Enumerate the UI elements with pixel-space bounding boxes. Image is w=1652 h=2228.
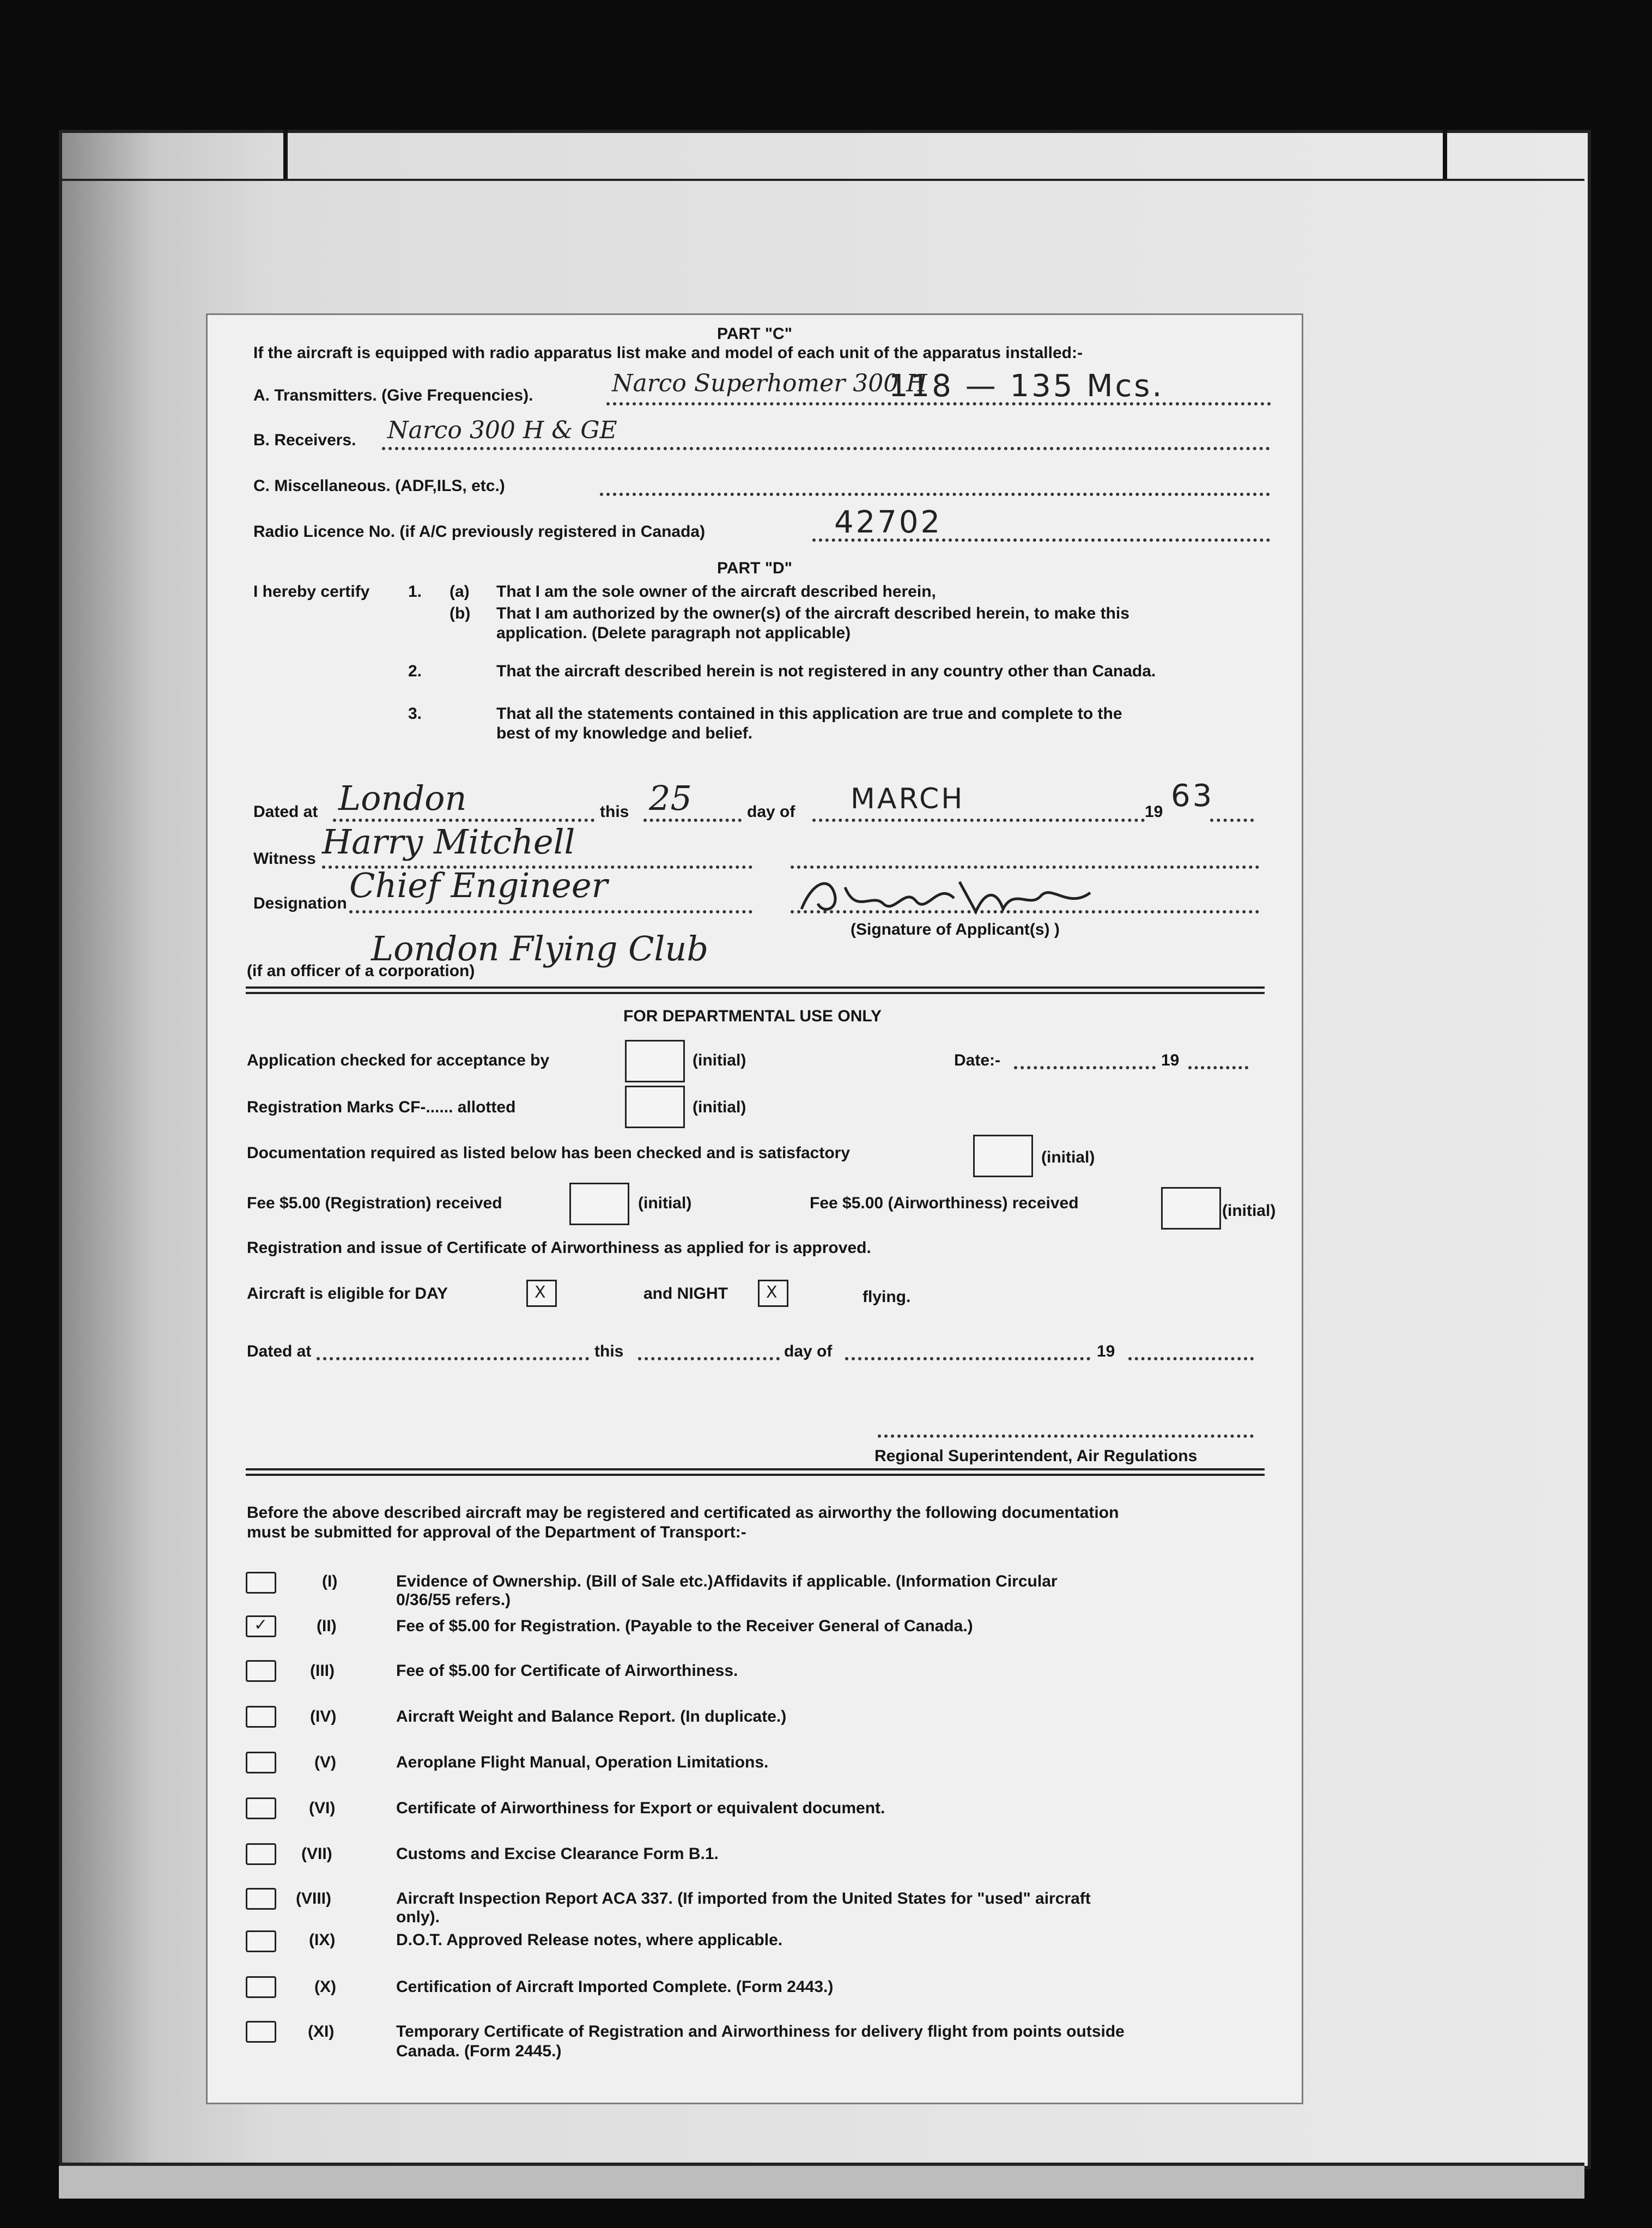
doc-checkbox-ii[interactable] — [246, 1615, 276, 1637]
fee-registration-initial-box[interactable] — [569, 1183, 629, 1225]
doc-number-ii: (II) — [317, 1617, 337, 1635]
acceptance-initial-label: (initial) — [693, 1051, 746, 1069]
doc-check-mark-ii: ✓ — [254, 1615, 268, 1634]
designation-value-line2: London Flying Club — [371, 929, 709, 968]
doc-checkbox-v[interactable] — [246, 1752, 276, 1773]
departmental-year-dotted-line — [1128, 1357, 1254, 1360]
day-flying-checkbox[interactable] — [526, 1280, 557, 1307]
receivers-value: Narco 300 H & GE — [387, 416, 617, 444]
doc-checkbox-iii[interactable] — [246, 1660, 276, 1682]
acceptance-initial-box[interactable] — [625, 1040, 685, 1082]
registration-marks-initial-label: (initial) — [693, 1098, 746, 1116]
transmitters-label: A. Transmitters. (Give Frequencies). — [253, 386, 533, 404]
witness-value: Harry Mitchell — [322, 822, 575, 862]
day-dotted-line — [643, 819, 742, 822]
witness-label: Witness — [253, 850, 316, 868]
date-dotted-line — [1014, 1066, 1156, 1069]
day-of-label: day of — [747, 803, 795, 821]
corporation-note: (if an officer of a corporation) — [247, 962, 475, 980]
part-d-heading: PART "D" — [717, 559, 792, 577]
approval-statement: Registration and issue of Certificate of Airworthiness as applied for is approved. — [247, 1239, 871, 1257]
doc-number-vii: (VII) — [301, 1845, 332, 1863]
radio-licence-value: 42702 — [834, 505, 943, 540]
registration-marks-initial-box[interactable] — [625, 1086, 685, 1128]
miscellaneous-dotted-line — [600, 493, 1270, 496]
doc-text-xi-line2: Canada. (Form 2445.) — [396, 2042, 562, 2060]
doc-number-v: (V) — [314, 1753, 336, 1771]
part-c-intro: If the aircraft is equipped with radio apparatus list make and model of each unit of the apparatus installed:- — [253, 344, 1083, 362]
superintendent-signature-line — [878, 1434, 1254, 1438]
fee-airworthiness-label: Fee $5.00 (Airworthiness) received — [810, 1194, 1079, 1212]
year-value: 63 — [1171, 778, 1214, 814]
fee-airworthiness-initial-box[interactable] — [1161, 1187, 1221, 1230]
eligible-day-label: Aircraft is eligible for DAY — [247, 1285, 448, 1303]
documentation-intro-line2: must be submitted for approval of the Department of Transport:- — [247, 1523, 746, 1541]
application-checked-label: Application checked for acceptance by — [247, 1051, 550, 1069]
departmental-this-label: this — [594, 1342, 624, 1360]
microfilm-top-strip — [59, 130, 1584, 181]
departmental-day-dotted-line — [638, 1357, 780, 1360]
receivers-dotted-line — [382, 447, 1270, 450]
item-2-number: 2. — [408, 662, 422, 680]
night-check-mark: X — [766, 1283, 778, 1302]
date-label: Date:- — [954, 1051, 1001, 1069]
departmental-place-dotted-line — [317, 1357, 589, 1360]
documentation-initial-box[interactable] — [973, 1135, 1033, 1177]
transmitters-frequency: 118 — 135 Mcs. — [889, 368, 1164, 404]
designation-label: Designation — [253, 894, 347, 912]
radio-licence-label: Radio Licence No. (if A/C previously registered in Canada) — [253, 523, 706, 541]
doc-text-viii-line2: only). — [396, 1908, 440, 1926]
fee-registration-label: Fee $5.00 (Registration) received — [247, 1194, 502, 1212]
doc-number-iv: (IV) — [310, 1708, 337, 1726]
doc-checkbox-x[interactable] — [246, 1976, 276, 1998]
doc-number-ix: (IX) — [309, 1931, 336, 1949]
doc-checkbox-i[interactable] — [246, 1572, 276, 1594]
item-3-text-line1: That all the statements contained in this application are true and complete to the — [496, 705, 1122, 723]
doc-text-vi: Certificate of Airworthiness for Export or equivalent document. — [396, 1799, 885, 1817]
departmental-year-prefix: 19 — [1097, 1342, 1115, 1360]
date-year-prefix: 19 — [1161, 1051, 1180, 1069]
year-dotted-line — [1210, 819, 1254, 822]
doc-checkbox-viii[interactable] — [246, 1888, 276, 1910]
departmental-month-dotted-line — [845, 1357, 1090, 1360]
doc-text-ii: Fee of $5.00 for Registration. (Payable to the Receiver General of Canada.) — [396, 1617, 973, 1635]
item-3-text-line2: best of my knowledge and belief. — [496, 724, 753, 742]
day-check-mark: X — [535, 1283, 546, 1302]
superintendent-label: Regional Superintendent, Air Regulations — [874, 1447, 1198, 1465]
strip-divider — [1443, 130, 1447, 179]
designation-value-line1: Chief Engineer — [349, 865, 608, 905]
part-c-heading: PART "C" — [717, 325, 792, 343]
signature-caption: (Signature of Applicant(s) ) — [851, 921, 1060, 939]
fee-registration-initial-label: (initial) — [638, 1194, 692, 1212]
doc-text-v: Aeroplane Flight Manual, Operation Limitations. — [396, 1753, 769, 1771]
doc-text-x: Certification of Aircraft Imported Complete. (Form 2443.) — [396, 1978, 834, 1996]
item-1a-text: That I am the sole owner of the aircraft described herein, — [496, 583, 936, 601]
designation-dotted-line — [349, 910, 752, 913]
date-year-dotted-line — [1188, 1066, 1248, 1069]
month-value: MARCH — [851, 783, 965, 815]
day-value: 25 — [649, 778, 692, 818]
dated-at-value: London — [338, 778, 467, 818]
doc-number-iii: (III) — [310, 1662, 335, 1680]
registration-marks-label: Registration Marks CF-...... allotted — [247, 1098, 516, 1116]
applicant-signature — [796, 871, 1101, 920]
this-label: this — [600, 803, 629, 821]
doc-text-vii: Customs and Excise Clearance Form B.1. — [396, 1845, 719, 1863]
item-1b-text-line2: application. (Delete paragraph not applicable) — [496, 624, 851, 642]
strip-divider — [283, 130, 288, 179]
second-witness-dotted-line — [791, 865, 1259, 869]
doc-text-i-line2: 0/36/55 refers.) — [396, 1591, 511, 1609]
doc-text-i: Evidence of Ownership. (Bill of Sale etc.)Affidavits if applicable. (Information Circular — [396, 1572, 1058, 1590]
item-3-number: 3. — [408, 705, 422, 723]
documentation-initial-label: (initial) — [1041, 1148, 1095, 1166]
doc-number-x: (X) — [314, 1978, 336, 1996]
documentation-checked-label: Documentation required as listed below has been checked and is satisfactory — [247, 1144, 850, 1162]
item-1a-letter: (a) — [450, 583, 470, 601]
doc-number-xi: (XI) — [308, 2023, 335, 2041]
item-1-number: 1. — [408, 583, 422, 601]
item-1b-text-line1: That I am authorized by the owner(s) of the aircraft described herein, to make this — [496, 604, 1129, 622]
microfilm-bottom-strip — [59, 2163, 1584, 2199]
doc-checkbox-xi[interactable] — [246, 2021, 276, 2043]
fee-airworthiness-initial-label: (initial) — [1222, 1202, 1276, 1220]
doc-checkbox-vi[interactable] — [246, 1797, 276, 1819]
item-2-text: That the aircraft described herein is not registered in any country other than Canada. — [496, 662, 1156, 680]
doc-text-iv: Aircraft Weight and Balance Report. (In duplicate.) — [396, 1708, 787, 1726]
section-rule — [246, 1468, 1265, 1470]
year-prefix: 19 — [1145, 803, 1163, 821]
documentation-intro-line1: Before the above described aircraft may be registered and certificated as airworthy the following documentation — [247, 1504, 1119, 1522]
departmental-day-of-label: day of — [784, 1342, 833, 1360]
departmental-dated-at-label: Dated at — [247, 1342, 312, 1360]
doc-text-xi: Temporary Certificate of Registration and Airworthiness for delivery flight from points outside — [396, 2023, 1125, 2041]
night-label: and NIGHT — [643, 1285, 728, 1303]
month-dotted-line — [812, 819, 1145, 822]
doc-checkbox-ix[interactable] — [246, 1930, 276, 1952]
section-rule — [246, 986, 1265, 989]
doc-number-i: (I) — [322, 1572, 338, 1590]
transmitters-value: Narco Superhomer 300 H — [612, 370, 927, 397]
doc-text-viii: Aircraft Inspection Report ACA 337. (If imported from the United States for "used" aircraft — [396, 1890, 1091, 1908]
section-rule — [246, 1474, 1265, 1476]
doc-text-iii: Fee of $5.00 for Certificate of Airworthiness. — [396, 1662, 738, 1680]
certify-label: I hereby certify — [253, 583, 370, 601]
application-form-page — [206, 313, 1303, 2104]
miscellaneous-label: C. Miscellaneous. (ADF,ILS, etc.) — [253, 477, 505, 495]
night-flying-checkbox[interactable] — [758, 1280, 788, 1307]
doc-number-viii: (VIII) — [296, 1890, 331, 1908]
departmental-heading: FOR DEPARTMENTAL USE ONLY — [623, 1007, 882, 1025]
item-1b-letter: (b) — [450, 604, 471, 622]
section-rule — [246, 992, 1265, 994]
doc-checkbox-vii[interactable] — [246, 1843, 276, 1865]
doc-number-vi: (VI) — [309, 1799, 336, 1817]
doc-text-ix: D.O.T. Approved Release notes, where applicable. — [396, 1931, 783, 1949]
dated-at-label: Dated at — [253, 803, 318, 821]
receivers-label: B. Receivers. — [253, 431, 356, 449]
doc-checkbox-iv[interactable] — [246, 1706, 276, 1728]
flying-label: flying. — [863, 1288, 911, 1306]
